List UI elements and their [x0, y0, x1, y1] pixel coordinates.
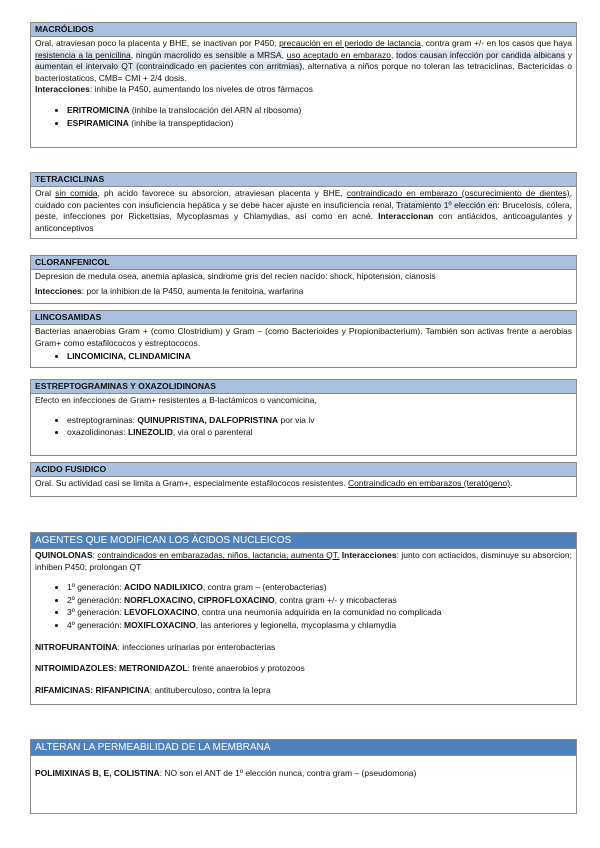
section-macrolidos: [30, 22, 577, 148]
section-cloranfenicol: [30, 255, 577, 304]
section-agentes-acidos-nucleicos: [30, 532, 577, 705]
quinolonas-list: [35, 582, 572, 631]
nitroimidazoles: NITROIMIDAZOLES: METRONIDAZOL: frente anaerobios y protozoos: [35, 663, 305, 674]
section-membrana: [30, 739, 577, 814]
section-tetraciclinas: [30, 172, 577, 239]
interactions: Interacciones: inhibe la P450, aumentando los niveles de otros fármacos: [35, 84, 313, 95]
list-item: • LINCOMICINA, CLINDAMICINA: [67, 351, 572, 363]
section-title: TETRACICLINAS: [31, 173, 576, 187]
quinolonas-paragraph: QUINOLONAS: contraindicados en embarazadas, niños, lactancia, aumenta QT. Interacciones: junto con actiacidos, disminuye su absorcion; inhiben P450; prolongan QT: [35, 550, 572, 572]
section-title: ALTERAN LA PERMEABILIDAD DE LA MEMBRANA: [31, 740, 576, 756]
section-body: [31, 394, 576, 455]
section-acido-fusidico: [30, 462, 577, 497]
list-item: • oxazolidinonas: LINEZOLID, via oral o parenteral: [67, 427, 572, 439]
drug-list: [35, 105, 572, 129]
section-body: [31, 325, 576, 367]
section-title: ESTREPTOGRAMINAS Y OXAZOLIDINONAS: [31, 380, 576, 394]
section-lincosamidas: [30, 310, 577, 368]
section-body: [31, 37, 576, 147]
interactions: Intecciones: por la inhibion de la P450, aumenta la fenitoina, warfarina: [35, 285, 304, 296]
section-body: [31, 187, 576, 238]
list-item: • 2º generación: NORFLOXACINO, CIPROFLOXACINO, contra gram +/- y micobacteras: [67, 595, 572, 607]
paragraph: Oral sin comida, ph acido favorece su absorcion, atraviesan placenta y BHE, contraindicado en embarazo (oscurecimiento de dientes), cuidado con pacientes con insuficiencia hepática y se debe hacer ajuste en insuficiencia renal, Tratamiento 1º elección en: Brucelosis, cólera, peste, infecciones por Rickettsias, Mycoplasmas y Chlamydias, así como en acné. Interaccionan con antiácidos, anticoagulantes y anticonceptivos: [35, 188, 573, 233]
nitrofurantoina: NITROFURANTOINA: infecciones urinarias por enterobacterias: [35, 641, 276, 652]
section-title: MACRÓLIDOS: [31, 23, 576, 37]
section-title: CLORANFENICOL: [31, 256, 576, 270]
section-title: ACIDO FUSIDICO: [31, 463, 576, 477]
section-body: [31, 756, 576, 784]
section-estreptograminas: [30, 379, 577, 456]
list-item: • ERITROMICINA (inhibe la translocación del ARN al ribosoma): [67, 105, 572, 117]
drug-list: [35, 415, 572, 439]
list-item: • 3º generación: LEVOFLOXACINO, contra una neumonía adquirida en la comunidad no complicada: [67, 607, 572, 619]
paragraph: Depresion de medula osea, anemia aplasica, sindrome gris del recien nacido: shock, hipotension, cianosis: [35, 271, 436, 281]
section-body: [31, 549, 576, 704]
list-item: • estreptograminas: QUINUPRISTINA, DALFOPRISTINA por via iv: [67, 415, 572, 427]
section-title: LINCOSAMIDAS: [31, 311, 576, 325]
list-item: • 4º generación: MOXIFLOXACINO, las anteriores y legionella, mycoplasma y chlamydia: [67, 620, 572, 632]
drug-list: [35, 351, 572, 363]
rifamicinas: RIFAMICINAS: RIFANPICINA: antituberculoso, contra la lepra: [35, 684, 271, 695]
paragraph: Oral, atraviesan poco la placenta y BHE, se inactivan por P450, precaución en el periodo de lactancia, contra gram +/- en los casos que haya resistencia a la penicilina, ningún macrolido es sensible a MRSA, uso aceptado en embarazo, todos causan infección por candida albicans y aumentan el intervalo QT (contraindicado en pacientes con arritmias), alternativa a niños porque no toleran las tetraciclinas, Bactericidas o bacteriostaticos, CMB= CMI + 2/4 dosis.: [35, 38, 572, 83]
list-item: • 1º generación: ACIDO NADILIXICO, contra gram – (enterobacterias): [67, 582, 572, 594]
paragraph: Efecto en infecciones de Gram+ resistentes a B-lactámicos o vancomicina,: [35, 395, 317, 405]
section-body: [31, 477, 576, 496]
paragraph: Bacterias anaerobias Gram + (como Clostridium) y Gram – (como Bacterioides y Propionibacterium). También son activas frente a aerobias Gram+ como estafilococos y estreptococos.: [35, 326, 572, 348]
section-title: AGENTES QUE MODIFICAN LOS ÁCIDOS NUCLEICOS: [31, 533, 576, 549]
polimixinas: POLIMIXINAS B, E, COLISTINA: NO son el ANT de 1º elección nunca, contra gram – (pseudomona): [35, 768, 417, 778]
list-item: • ESPIRAMICINA (inhibe la transpeptidacion): [67, 118, 572, 130]
paragraph: Oral. Su actividad casi se limita a Gram+, especialmente estafilococos resistentes. Contraindicado en embarazos (teratógeno).: [35, 478, 513, 488]
section-body: [31, 270, 576, 303]
